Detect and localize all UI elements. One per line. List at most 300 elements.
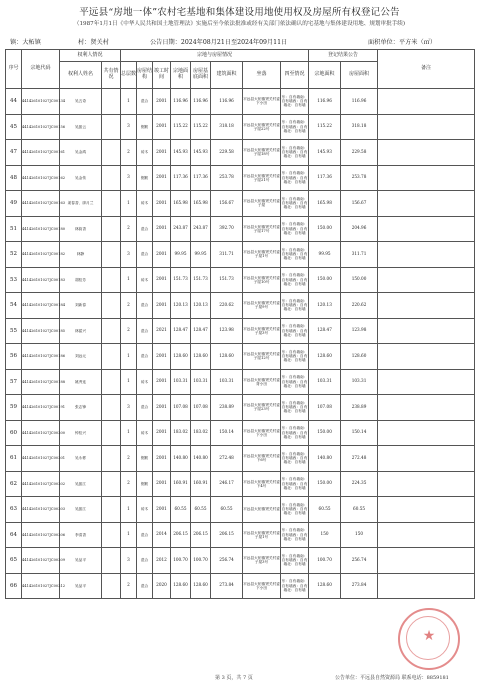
cell-year: 2001 bbox=[153, 497, 171, 523]
cell-remark bbox=[378, 242, 475, 268]
cell-code: 441426101027JC00212 bbox=[22, 573, 60, 599]
cell-owner-name: 吴品平 bbox=[60, 548, 102, 574]
cell-location: 平远县大柘镇贤关村委子屋21号 bbox=[243, 165, 281, 191]
table-row bbox=[6, 267, 475, 293]
cell-total-floors: 2 bbox=[121, 140, 137, 166]
cell-result-house-area: 220.62 bbox=[341, 293, 378, 319]
table-row bbox=[6, 191, 475, 217]
cell-seq: 56 bbox=[6, 344, 22, 370]
cell-year: 2001 bbox=[153, 369, 171, 395]
cell-owner-name: 吴品平 bbox=[60, 573, 102, 599]
cell-owner-name: 吴金传 bbox=[60, 165, 102, 191]
cell-total-floors: 2 bbox=[121, 446, 137, 472]
cell-result-house-area: 156.67 bbox=[341, 191, 378, 217]
cell-structure: 砖木 bbox=[137, 420, 153, 446]
cell-code: 441426101027JC00209 bbox=[22, 548, 60, 574]
cell-location: 平远县大柘镇贤关村委下小田 bbox=[243, 573, 281, 599]
registration-table bbox=[5, 49, 475, 599]
cell-result-land-area: 128.47 bbox=[309, 318, 341, 344]
cell-result-house-area: 256.74 bbox=[341, 548, 378, 574]
cell-footprint: 107.08 bbox=[191, 395, 211, 421]
cell-floor-area: 206.15 bbox=[211, 522, 243, 548]
cell-seq: 59 bbox=[6, 395, 22, 421]
cell-location: 平远县大柘镇贤关村委子屋22号 bbox=[243, 114, 281, 140]
cell-boundary: 东：自有墙南：自有墙西：自有墙北：自有墙 bbox=[281, 293, 309, 319]
cell-land-area: 107.08 bbox=[171, 395, 191, 421]
cell-boundary: 东：自有墙南：自有墙西：自有墙北：自有墙 bbox=[281, 522, 309, 548]
header-floor-area: 建筑面积 bbox=[211, 62, 243, 89]
cell-result-land-area: 150 bbox=[309, 522, 341, 548]
cell-year: 2001 bbox=[153, 191, 171, 217]
cell-boundary: 东：自有墙南：自有墙西：自有墙北：自有墙 bbox=[281, 573, 309, 599]
cell-remark bbox=[378, 140, 475, 166]
cell-year: 2001 bbox=[153, 216, 171, 242]
cell-footprint: 160.91 bbox=[191, 471, 211, 497]
cell-floor-area: 273.84 bbox=[211, 573, 243, 599]
cell-structure: 混合 bbox=[137, 522, 153, 548]
cell-location: 平远县大柘镇贤关村委下小田 bbox=[243, 420, 281, 446]
cell-remark bbox=[378, 548, 475, 574]
cell-co-owner bbox=[102, 420, 121, 446]
cell-owner-name: 林韶兴 bbox=[60, 318, 102, 344]
cell-total-floors: 3 bbox=[121, 114, 137, 140]
cell-co-owner bbox=[102, 216, 121, 242]
cell-remark bbox=[378, 89, 475, 115]
cell-floor-area: 220.62 bbox=[211, 293, 243, 319]
cell-footprint: 140.80 bbox=[191, 446, 211, 472]
cell-total-floors: 1 bbox=[121, 497, 137, 523]
cell-year: 2001 bbox=[153, 471, 171, 497]
cell-location: 平远县大柘镇贤关村委子屋18号 bbox=[243, 140, 281, 166]
cell-floor-area: 151.73 bbox=[211, 267, 243, 293]
cell-result-house-area: 224.35 bbox=[341, 471, 378, 497]
header-result-land-area: 宗地面积 bbox=[309, 62, 341, 89]
cell-footprint: 117.36 bbox=[191, 165, 211, 191]
header-owner-group: 权利人情况 bbox=[60, 50, 121, 62]
cell-remark bbox=[378, 114, 475, 140]
cell-co-owner bbox=[102, 395, 121, 421]
table-row bbox=[6, 165, 475, 191]
cell-result-land-area: 128.60 bbox=[309, 573, 341, 599]
cell-total-floors: 3 bbox=[121, 165, 137, 191]
cell-structure: 混合 bbox=[137, 216, 153, 242]
cell-boundary: 东：自有墙南：自有墙西：自有墙北：自有墙 bbox=[281, 420, 309, 446]
cell-location: 平远县大柘镇贤关村委子屋12号 bbox=[243, 344, 281, 370]
cell-total-floors: 1 bbox=[121, 191, 137, 217]
cell-remark bbox=[378, 446, 475, 472]
cell-total-floors: 3 bbox=[121, 395, 137, 421]
header-location: 坐落 bbox=[243, 62, 281, 89]
cell-code: 441426101027JC00188 bbox=[22, 369, 60, 395]
cell-structure: 混合 bbox=[137, 89, 153, 115]
table-row bbox=[6, 89, 475, 115]
cell-result-land-area: 107.08 bbox=[309, 395, 341, 421]
cell-seq: 55 bbox=[6, 318, 22, 344]
cell-result-land-area: 103.31 bbox=[309, 369, 341, 395]
cell-location: 平远县大柘镇贤关村委背小田 bbox=[243, 369, 281, 395]
cell-result-land-area: 60.55 bbox=[309, 497, 341, 523]
cell-floor-area: 103.31 bbox=[211, 369, 243, 395]
cell-co-owner bbox=[102, 471, 121, 497]
issuer-contact: 公告单位：平远县自然资源局 联系电话：8859181 bbox=[335, 675, 449, 681]
cell-year: 2001 bbox=[153, 140, 171, 166]
cell-structure: 钢筋 bbox=[137, 446, 153, 472]
cell-co-owner bbox=[102, 548, 121, 574]
cell-remark bbox=[378, 369, 475, 395]
cell-code: 441426101027JC00134 bbox=[22, 89, 60, 115]
cell-floor-area: 253.78 bbox=[211, 165, 243, 191]
cell-co-owner bbox=[102, 497, 121, 523]
cell-owner-name: 刘新春 bbox=[60, 293, 102, 319]
cell-structure: 砖木 bbox=[137, 140, 153, 166]
header-land-area: 宗地面积 bbox=[171, 62, 191, 89]
cell-result-house-area: 229.58 bbox=[341, 140, 378, 166]
cell-result-house-area: 204.96 bbox=[341, 216, 378, 242]
cell-total-floors: 3 bbox=[121, 242, 137, 268]
cell-location: 平远县大柘镇贤关村委子屋3号 bbox=[243, 548, 281, 574]
cell-land-area: 99.95 bbox=[171, 242, 191, 268]
cell-structure: 砖木 bbox=[137, 369, 153, 395]
cell-floor-area: 318.18 bbox=[211, 114, 243, 140]
cell-result-land-area: 150.00 bbox=[309, 471, 341, 497]
cell-land-area: 183.02 bbox=[171, 420, 191, 446]
cell-year: 2021 bbox=[153, 318, 171, 344]
cell-structure: 混合 bbox=[137, 344, 153, 370]
cell-result-house-area: 103.31 bbox=[341, 369, 378, 395]
cell-land-area: 165.98 bbox=[171, 191, 191, 217]
cell-result-house-area: 150 bbox=[341, 522, 378, 548]
table-row bbox=[6, 522, 475, 548]
cell-structure: 混合 bbox=[137, 242, 153, 268]
cell-code: 441426101027JC00206 bbox=[22, 522, 60, 548]
cell-owner-name: 林静 bbox=[60, 242, 102, 268]
notice-period: 公告日期：2024年08月21日至2024年09月11日 bbox=[150, 39, 288, 46]
cell-remark bbox=[378, 471, 475, 497]
cell-code: 441426101027JC00186 bbox=[22, 344, 60, 370]
cell-seq: 49 bbox=[6, 191, 22, 217]
cell-result-house-area: 150.00 bbox=[341, 267, 378, 293]
cell-co-owner bbox=[102, 573, 121, 599]
cell-seq: 52 bbox=[6, 242, 22, 268]
cell-land-area: 151.73 bbox=[171, 267, 191, 293]
cell-code: 441426101027JC00161 bbox=[22, 140, 60, 166]
cell-land-area: 128.47 bbox=[171, 318, 191, 344]
cell-boundary: 东：自有墙南：自有墙西：自有墙北：自有墙 bbox=[281, 216, 309, 242]
cell-result-house-area: 238.89 bbox=[341, 395, 378, 421]
table-row bbox=[6, 114, 475, 140]
cell-result-house-area: 272.48 bbox=[341, 446, 378, 472]
cell-structure: 混合 bbox=[137, 395, 153, 421]
cell-total-floors: 1 bbox=[121, 89, 137, 115]
cell-total-floors: 1 bbox=[121, 420, 137, 446]
cell-total-floors: 2 bbox=[121, 293, 137, 319]
cell-co-owner bbox=[102, 369, 121, 395]
cell-result-house-area: 273.84 bbox=[341, 573, 378, 599]
cell-footprint: 128.60 bbox=[191, 344, 211, 370]
cell-land-area: 115.22 bbox=[171, 114, 191, 140]
cell-total-floors: 2 bbox=[121, 471, 137, 497]
header-structure: 房屋结构 bbox=[137, 62, 153, 89]
village-label: 村：贤关村 bbox=[78, 39, 109, 46]
cell-result-house-area: 60.55 bbox=[341, 497, 378, 523]
cell-boundary: 东：自有墙南：自有墙西：自有墙北：自有墙 bbox=[281, 165, 309, 191]
cell-result-house-area: 116.96 bbox=[341, 89, 378, 115]
cell-floor-area: 272.48 bbox=[211, 446, 243, 472]
cell-total-floors: 1 bbox=[121, 344, 137, 370]
cell-result-house-area: 253.78 bbox=[341, 165, 378, 191]
cell-code: 441426101027JC00182 bbox=[22, 242, 60, 268]
cell-land-area: 128.60 bbox=[171, 573, 191, 599]
cell-footprint: 243.87 bbox=[191, 216, 211, 242]
header-seq: 序号 bbox=[6, 50, 22, 89]
cell-footprint: 128.47 bbox=[191, 318, 211, 344]
cell-footprint: 165.98 bbox=[191, 191, 211, 217]
cell-floor-area: 256.74 bbox=[211, 548, 243, 574]
table-row bbox=[6, 497, 475, 523]
cell-land-area: 103.31 bbox=[171, 369, 191, 395]
cell-result-land-area: 140.80 bbox=[309, 446, 341, 472]
cell-result-house-area: 150.14 bbox=[341, 420, 378, 446]
table-row bbox=[6, 369, 475, 395]
header-footprint: 房屋基底面积 bbox=[191, 62, 211, 89]
cell-land-area: 128.60 bbox=[171, 344, 191, 370]
cell-seq: 66 bbox=[6, 573, 22, 599]
cell-year: 2014 bbox=[153, 522, 171, 548]
cell-land-area: 120.13 bbox=[171, 293, 191, 319]
header-year: 竣工时间 bbox=[153, 62, 171, 89]
cell-land-area: 117.36 bbox=[171, 165, 191, 191]
cell-land-area: 160.91 bbox=[171, 471, 191, 497]
cell-structure: 砖木 bbox=[137, 191, 153, 217]
cell-floor-area: 150.14 bbox=[211, 420, 243, 446]
cell-boundary: 东：自有墙南：自有墙西：自有墙北：自有墙 bbox=[281, 395, 309, 421]
cell-result-land-area: 165.98 bbox=[309, 191, 341, 217]
cell-structure: 砖木 bbox=[137, 267, 153, 293]
cell-footprint: 120.13 bbox=[191, 293, 211, 319]
cell-remark bbox=[378, 318, 475, 344]
cell-result-land-area: 150.00 bbox=[309, 267, 341, 293]
cell-structure: 砖木 bbox=[137, 497, 153, 523]
page-title: 平远县“房地一体”农村宅基地和集体建设用地使用权及房屋所有权登记公告 bbox=[79, 7, 400, 18]
page-subtitle: （1987年1月1日《中华人民共和国土地管理法》实施后至今依法批准或经有关部门依法确认的宅基地与集体建设用地、规划审批手续) bbox=[73, 21, 406, 27]
cell-structure: 钢筋 bbox=[137, 165, 153, 191]
cell-location: 平远县大柘镇贤关村委子屋23号 bbox=[243, 395, 281, 421]
cell-seq: 61 bbox=[6, 446, 22, 472]
header-land-group: 宗地与房屋情况 bbox=[121, 50, 309, 62]
cell-owner-name: 林韵香 bbox=[60, 216, 102, 242]
cell-result-house-area: 123.98 bbox=[341, 318, 378, 344]
cell-structure: 钢筋 bbox=[137, 114, 153, 140]
cell-code: 441426101027JC00202 bbox=[22, 471, 60, 497]
table-row bbox=[6, 573, 475, 599]
cell-co-owner bbox=[102, 114, 121, 140]
cell-total-floors: 2 bbox=[121, 318, 137, 344]
cell-boundary: 东：自有墙南：自有墙西：自有墙北：自有墙 bbox=[281, 242, 309, 268]
table-row bbox=[6, 216, 475, 242]
cell-footprint: 99.95 bbox=[191, 242, 211, 268]
cell-remark bbox=[378, 573, 475, 599]
cell-owner-name: 李清香 bbox=[60, 522, 102, 548]
cell-footprint: 116.96 bbox=[191, 89, 211, 115]
cell-owner-name: 吴五奇 bbox=[60, 89, 102, 115]
seal-star-icon: ★ bbox=[422, 628, 436, 644]
cell-location: 平远县大柘镇贤关村委子屋9号 bbox=[243, 293, 281, 319]
cell-year: 2020 bbox=[153, 573, 171, 599]
cell-co-owner bbox=[102, 446, 121, 472]
cell-boundary: 东：自有墙南：自有墙西：自有墙北：自有墙 bbox=[281, 191, 309, 217]
cell-location: 平远县大柘镇贤关村委子屋1号 bbox=[243, 242, 281, 268]
cell-result-land-area: 100.70 bbox=[309, 548, 341, 574]
cell-seq: 48 bbox=[6, 165, 22, 191]
cell-boundary: 东：自有墙南：自有墙西：自有墙北：自有墙 bbox=[281, 446, 309, 472]
cell-land-area: 116.96 bbox=[171, 89, 191, 115]
cell-footprint: 206.15 bbox=[191, 522, 211, 548]
header-result-house-area: 房屋面积 bbox=[341, 62, 378, 89]
header-owner-name: 权利人姓名 bbox=[60, 62, 102, 89]
cell-boundary: 东：自有墙南：自有墙西：自有墙北：自有墙 bbox=[281, 548, 309, 574]
table-row bbox=[6, 446, 475, 472]
cell-year: 2001 bbox=[153, 242, 171, 268]
table-row bbox=[6, 318, 475, 344]
cell-result-land-area: 150.00 bbox=[309, 420, 341, 446]
town-label: 镇：大柘镇 bbox=[10, 39, 41, 46]
cell-owner-name: 吴振江 bbox=[60, 497, 102, 523]
cell-remark bbox=[378, 216, 475, 242]
cell-code: 441426101027JC00163 bbox=[22, 191, 60, 217]
cell-seq: 64 bbox=[6, 522, 22, 548]
cell-floor-area: 60.55 bbox=[211, 497, 243, 523]
cell-boundary: 东：自有墙南：自有墙西：自有墙北：自有墙 bbox=[281, 140, 309, 166]
cell-year: 2001 bbox=[153, 420, 171, 446]
cell-footprint: 183.02 bbox=[191, 420, 211, 446]
cell-land-area: 140.80 bbox=[171, 446, 191, 472]
cell-structure: 混合 bbox=[137, 573, 153, 599]
cell-result-land-area: 128.60 bbox=[309, 344, 341, 370]
cell-owner-name: 刘远元 bbox=[60, 344, 102, 370]
cell-total-floors: 3 bbox=[121, 548, 137, 574]
cell-code: 441426101027JC00183 bbox=[22, 267, 60, 293]
table-row bbox=[6, 548, 475, 574]
cell-remark bbox=[378, 165, 475, 191]
cell-year: 2001 bbox=[153, 395, 171, 421]
cell-code: 441426101027JC00184 bbox=[22, 293, 60, 319]
cell-floor-area: 392.70 bbox=[211, 216, 243, 242]
table-row bbox=[6, 344, 475, 370]
header-boundary: 四至情况 bbox=[281, 62, 309, 89]
cell-seq: 51 bbox=[6, 216, 22, 242]
cell-code: 441426101027JC00203 bbox=[22, 497, 60, 523]
cell-boundary: 东：自有墙南：自有墙西：自有墙北：自有墙 bbox=[281, 267, 309, 293]
cell-code: 441426101027JC00185 bbox=[22, 318, 60, 344]
cell-owner-name: 吴金鸿 bbox=[60, 140, 102, 166]
cell-result-house-area: 311.71 bbox=[341, 242, 378, 268]
cell-co-owner bbox=[102, 344, 121, 370]
cell-boundary: 东：自有墙南：自有墙西：自有墙北：自有墙 bbox=[281, 114, 309, 140]
cell-result-land-area: 150.00 bbox=[309, 216, 341, 242]
cell-seq: 57 bbox=[6, 369, 22, 395]
cell-year: 2001 bbox=[153, 165, 171, 191]
cell-location: 平远县大柘镇贤关村委子屋1号 bbox=[243, 522, 281, 548]
cell-co-owner bbox=[102, 522, 121, 548]
cell-year: 2001 bbox=[153, 89, 171, 115]
cell-location: 平远县大柘镇贤关村委子屋10号 bbox=[243, 267, 281, 293]
cell-result-land-area: 99.95 bbox=[309, 242, 341, 268]
cell-owner-name: 吴振江 bbox=[60, 471, 102, 497]
cell-location: 平远县大柘镇贤关村委 bbox=[243, 497, 281, 523]
cell-remark bbox=[378, 191, 475, 217]
cell-owner-name: 张志锋 bbox=[60, 395, 102, 421]
cell-seq: 53 bbox=[6, 267, 22, 293]
cell-co-owner bbox=[102, 267, 121, 293]
cell-location: 平远县大柘镇贤关村委子屋 bbox=[243, 191, 281, 217]
area-unit: 面积单位：平方米（㎡） bbox=[368, 39, 437, 46]
cell-code: 441426101027JC00156 bbox=[22, 114, 60, 140]
cell-land-area: 145.93 bbox=[171, 140, 191, 166]
cell-location: 平远县大柘镇贤关村委下4号 bbox=[243, 471, 281, 497]
header-remark: 备注 bbox=[378, 50, 475, 89]
cell-seq: 44 bbox=[6, 89, 22, 115]
cell-owner-name: 钟桂兴 bbox=[60, 420, 102, 446]
cell-co-owner bbox=[102, 293, 121, 319]
cell-structure: 混合 bbox=[137, 318, 153, 344]
cell-remark bbox=[378, 420, 475, 446]
cell-result-land-area: 120.13 bbox=[309, 293, 341, 319]
cell-year: 2012 bbox=[153, 548, 171, 574]
table-row bbox=[6, 242, 475, 268]
cell-footprint: 115.22 bbox=[191, 114, 211, 140]
cell-total-floors: 1 bbox=[121, 267, 137, 293]
cell-code: 441426101027JC00180 bbox=[22, 216, 60, 242]
header-code: 宗地代码 bbox=[22, 50, 60, 89]
cell-footprint: 145.93 bbox=[191, 140, 211, 166]
cell-footprint: 60.55 bbox=[191, 497, 211, 523]
table-row bbox=[6, 471, 475, 497]
cell-seq: 45 bbox=[6, 114, 22, 140]
cell-structure: 混合 bbox=[137, 548, 153, 574]
cell-result-land-area: 116.96 bbox=[309, 89, 341, 115]
header-result-group: 登记结果公告 bbox=[309, 50, 378, 62]
cell-land-area: 60.55 bbox=[171, 497, 191, 523]
cell-remark bbox=[378, 267, 475, 293]
cell-boundary: 东：自有墙南：自有墙西：自有墙北：自有墙 bbox=[281, 497, 309, 523]
cell-seq: 47 bbox=[6, 140, 22, 166]
cell-seq: 63 bbox=[6, 497, 22, 523]
table-row bbox=[6, 293, 475, 319]
cell-remark bbox=[378, 497, 475, 523]
header-total-floors: 总层数 bbox=[121, 62, 137, 89]
cell-result-land-area: 115.22 bbox=[309, 114, 341, 140]
cell-year: 2001 bbox=[153, 344, 171, 370]
cell-structure: 混合 bbox=[137, 293, 153, 319]
cell-result-house-area: 128.60 bbox=[341, 344, 378, 370]
cell-floor-area: 156.67 bbox=[211, 191, 243, 217]
cell-result-land-area: 117.36 bbox=[309, 165, 341, 191]
cell-total-floors: 2 bbox=[121, 216, 137, 242]
cell-boundary: 东：自有墙南：自有墙西：自有墙北：自有墙 bbox=[281, 89, 309, 115]
cell-floor-area: 238.89 bbox=[211, 395, 243, 421]
cell-co-owner bbox=[102, 318, 121, 344]
cell-co-owner bbox=[102, 191, 121, 217]
cell-location: 平远县大柘镇贤关村委子屋3号 bbox=[243, 318, 281, 344]
cell-owner-name: 吴永彬 bbox=[60, 446, 102, 472]
cell-footprint: 100.70 bbox=[191, 548, 211, 574]
cell-year: 2001 bbox=[153, 446, 171, 472]
cell-co-owner bbox=[102, 89, 121, 115]
header-co-owner: 共有情况 bbox=[102, 62, 121, 89]
cell-owner-name: 吴振云 bbox=[60, 114, 102, 140]
table-row bbox=[6, 140, 475, 166]
cell-land-area: 206.15 bbox=[171, 522, 191, 548]
